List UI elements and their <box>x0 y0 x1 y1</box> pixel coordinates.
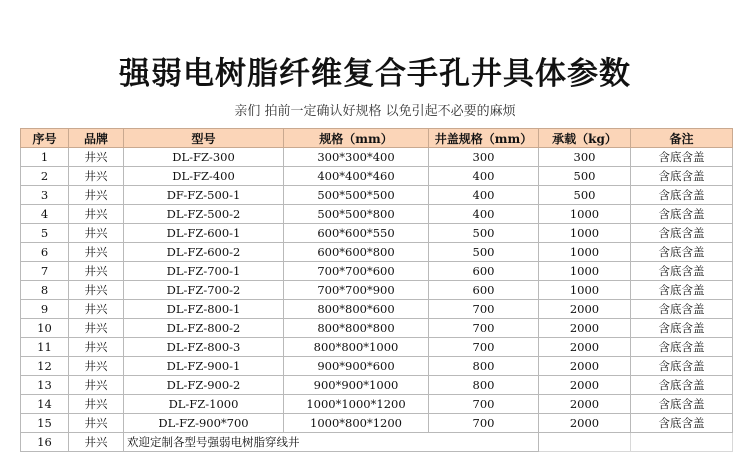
cell-load: 1000 <box>539 243 631 262</box>
cell-brand: 井兴 <box>69 357 124 376</box>
cell-brand: 井兴 <box>69 243 124 262</box>
cell-model: DL-FZ-700-1 <box>124 262 284 281</box>
cell-model: DL-FZ-500-2 <box>124 205 284 224</box>
cell-brand: 井兴 <box>69 433 124 452</box>
header-note: 备注 <box>631 129 733 148</box>
cell-empty <box>631 433 733 452</box>
cell-load: 2000 <box>539 338 631 357</box>
page-subtitle: 亲们 拍前一定确认好规格 以免引起不必要的麻烦 <box>234 104 516 119</box>
cell-index: 5 <box>21 224 69 243</box>
table-row <box>21 205 733 224</box>
header-spec: 规格（mm） <box>284 129 429 148</box>
cell-cover-spec: 300 <box>429 148 539 167</box>
cell-brand: 井兴 <box>69 395 124 414</box>
cell-load: 2000 <box>539 376 631 395</box>
cell-brand: 井兴 <box>69 186 124 205</box>
cell-model: DL-FZ-900-1 <box>124 357 284 376</box>
table-row <box>21 300 733 319</box>
cell-load: 2000 <box>539 357 631 376</box>
cell-spec: 400*400*460 <box>284 167 429 186</box>
page-title: 强弱电树脂纤维复合手孔井具体参数 <box>119 56 631 92</box>
cell-brand: 井兴 <box>69 281 124 300</box>
cell-load: 500 <box>539 186 631 205</box>
cell-model: DL-FZ-600-1 <box>124 224 284 243</box>
cell-index: 12 <box>21 357 69 376</box>
cell-load: 2000 <box>539 319 631 338</box>
header-brand: 品牌 <box>69 129 124 148</box>
cell-index: 10 <box>21 319 69 338</box>
cell-note: 含底含盖 <box>631 148 733 167</box>
cell-index: 14 <box>21 395 69 414</box>
cell-model: DL-FZ-900*700 <box>124 414 284 433</box>
cell-model: DL-FZ-700-2 <box>124 281 284 300</box>
cell-note: 含底含盖 <box>631 300 733 319</box>
cell-brand: 井兴 <box>69 148 124 167</box>
table-row <box>21 319 733 338</box>
table-row <box>21 376 733 395</box>
table-row <box>21 186 733 205</box>
cell-brand: 井兴 <box>69 414 124 433</box>
cell-model: DL-FZ-600-2 <box>124 243 284 262</box>
header-model: 型号 <box>124 129 284 148</box>
cell-cover-spec: 400 <box>429 167 539 186</box>
cell-cover-spec: 500 <box>429 224 539 243</box>
cell-spec: 1000*1000*1200 <box>284 395 429 414</box>
cell-cover-spec: 600 <box>429 262 539 281</box>
cell-index: 11 <box>21 338 69 357</box>
cell-spec: 900*900*600 <box>284 357 429 376</box>
cell-model: DL-FZ-1000 <box>124 395 284 414</box>
table-row <box>21 395 733 414</box>
cell-note: 含底含盖 <box>631 376 733 395</box>
cell-model: DL-FZ-300 <box>124 148 284 167</box>
cell-cover-spec: 400 <box>429 186 539 205</box>
cell-load: 500 <box>539 167 631 186</box>
cell-index: 6 <box>21 243 69 262</box>
cell-load: 2000 <box>539 414 631 433</box>
cell-spec: 800*800*1000 <box>284 338 429 357</box>
cell-note: 含底含盖 <box>631 243 733 262</box>
cell-index: 2 <box>21 167 69 186</box>
cell-note: 含底含盖 <box>631 414 733 433</box>
table-row-custom <box>21 433 733 452</box>
cell-load: 1000 <box>539 262 631 281</box>
table-row <box>21 148 733 167</box>
cell-index: 15 <box>21 414 69 433</box>
cell-model: DL-FZ-800-3 <box>124 338 284 357</box>
cell-model: DL-FZ-800-1 <box>124 300 284 319</box>
cell-cover-spec: 400 <box>429 205 539 224</box>
table-row <box>21 338 733 357</box>
cell-index: 1 <box>21 148 69 167</box>
cell-spec: 700*700*600 <box>284 262 429 281</box>
cell-cover-spec: 800 <box>429 357 539 376</box>
cell-note: 含底含盖 <box>631 357 733 376</box>
cell-load: 2000 <box>539 300 631 319</box>
cell-empty <box>539 433 631 452</box>
header-load: 承载（kg） <box>539 129 631 148</box>
cell-brand: 井兴 <box>69 319 124 338</box>
cell-brand: 井兴 <box>69 376 124 395</box>
cell-note: 含底含盖 <box>631 224 733 243</box>
cell-spec: 800*800*600 <box>284 300 429 319</box>
table-row <box>21 414 733 433</box>
table-body <box>21 148 733 452</box>
cell-brand: 井兴 <box>69 338 124 357</box>
cell-spec: 1000*800*1200 <box>284 414 429 433</box>
table-row <box>21 243 733 262</box>
cell-spec: 700*700*900 <box>284 281 429 300</box>
cell-cover-spec: 700 <box>429 319 539 338</box>
cell-load: 2000 <box>539 395 631 414</box>
cell-index: 4 <box>21 205 69 224</box>
cell-note: 含底含盖 <box>631 167 733 186</box>
cell-note: 含底含盖 <box>631 262 733 281</box>
cell-load: 1000 <box>539 281 631 300</box>
cell-model: DL-FZ-800-2 <box>124 319 284 338</box>
table-header-row <box>21 129 733 148</box>
cell-model: DL-FZ-400 <box>124 167 284 186</box>
cell-model: DL-FZ-900-2 <box>124 376 284 395</box>
cell-cover-spec: 700 <box>429 395 539 414</box>
table-row <box>21 357 733 376</box>
cell-note: 含底含盖 <box>631 395 733 414</box>
cell-spec: 300*300*400 <box>284 148 429 167</box>
cell-note: 含底含盖 <box>631 205 733 224</box>
cell-spec: 800*800*800 <box>284 319 429 338</box>
cell-cover-spec: 700 <box>429 300 539 319</box>
table-row <box>21 262 733 281</box>
cell-note: 含底含盖 <box>631 281 733 300</box>
cell-load: 1000 <box>539 224 631 243</box>
cell-spec: 500*500*500 <box>284 186 429 205</box>
table-row <box>21 167 733 186</box>
cell-spec: 600*600*800 <box>284 243 429 262</box>
cell-model: DF-FZ-500-1 <box>124 186 284 205</box>
header-index: 序号 <box>21 129 69 148</box>
cell-load: 300 <box>539 148 631 167</box>
cell-index: 13 <box>21 376 69 395</box>
cell-cover-spec: 500 <box>429 243 539 262</box>
cell-load: 1000 <box>539 205 631 224</box>
cell-index: 16 <box>21 433 69 452</box>
cell-spec: 900*900*1000 <box>284 376 429 395</box>
cell-spec: 500*500*800 <box>284 205 429 224</box>
cell-brand: 井兴 <box>69 167 124 186</box>
cell-note: 含底含盖 <box>631 186 733 205</box>
cell-index: 3 <box>21 186 69 205</box>
cell-index: 8 <box>21 281 69 300</box>
cell-spec: 600*600*550 <box>284 224 429 243</box>
cell-brand: 井兴 <box>69 262 124 281</box>
header-cover-spec: 井盖规格（mm） <box>429 129 539 148</box>
spec-table <box>20 128 733 452</box>
table-row <box>21 281 733 300</box>
cell-cover-spec: 700 <box>429 414 539 433</box>
cell-brand: 井兴 <box>69 300 124 319</box>
cell-index: 9 <box>21 300 69 319</box>
cell-cover-spec: 800 <box>429 376 539 395</box>
cell-cover-spec: 700 <box>429 338 539 357</box>
cell-brand: 井兴 <box>69 224 124 243</box>
cell-index: 7 <box>21 262 69 281</box>
cell-note: 含底含盖 <box>631 338 733 357</box>
cell-brand: 井兴 <box>69 205 124 224</box>
cell-note: 含底含盖 <box>631 319 733 338</box>
table-row <box>21 224 733 243</box>
cell-custom-note: 欢迎定制各型号强弱电树脂穿线井 <box>124 433 539 452</box>
cell-cover-spec: 600 <box>429 281 539 300</box>
